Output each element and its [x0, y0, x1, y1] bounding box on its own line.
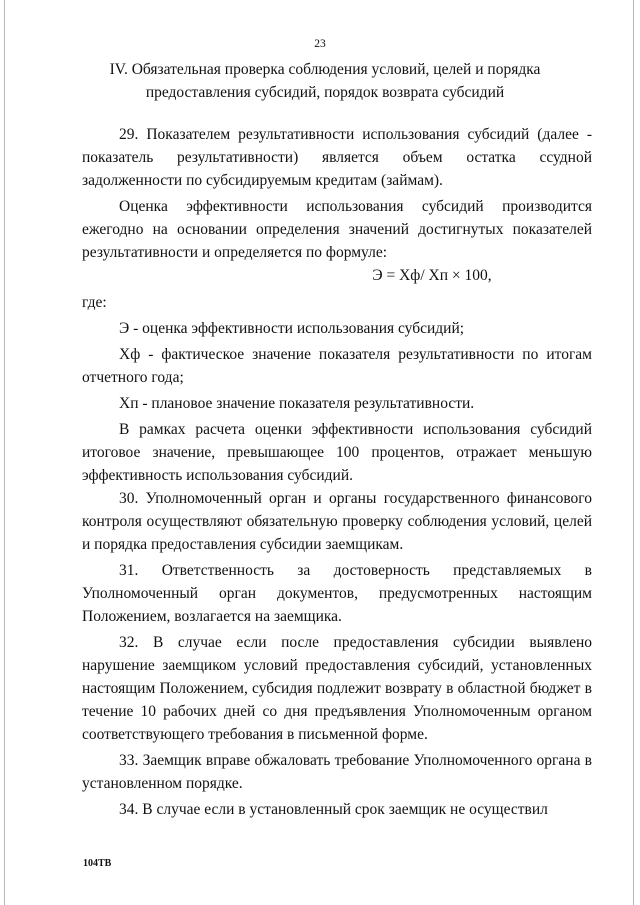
efficiency-formula: Э = Хф/ Хп × 100,	[372, 267, 492, 284]
left-scan-edge	[4, 0, 5, 905]
footer-code: 104ТВ	[83, 858, 112, 869]
right-scan-edge	[633, 0, 634, 905]
paragraph-32: 32. В случае если после предоставления субсидии выявлено нарушение заемщиком условий предоставления субсидий, установленных настоящим Положением, субсидия подлежит возврату в областной бюджет в течение 10 рабочих дней со дня предъявления Уполномоченным органом соответствующего требования в письменной форме.	[82, 634, 592, 743]
definition-xp: Хп - плановое значение показателя результативности.	[119, 395, 475, 412]
paragraph-29: 29. Показателем результативности использования субсидий (далее - показатель результативности) является объем остатка ссудной задолженности по субсидируемым кредитам (займам).	[82, 126, 592, 189]
definition-xf: Хф - фактическое значение показателя результативности по итогам отчетного года;	[82, 346, 592, 386]
paragraph-30: 30. Уполномоченный орган и органы государственного финансового контроля осуществляют обязательную проверку соблюдения условий, целей и порядка предоставления субсидии заемщикам.	[82, 490, 592, 553]
paragraph-efficiency-evaluation: Оценка эффективности использования субсидий производится ежегодно на основании определения значений достигнутых показателей результативности и определяется по формуле:	[82, 198, 592, 261]
formula-where-label: где:	[82, 294, 107, 311]
section-title: IV. Обязательная проверка соблюдения условий, целей и порядка предоставления субсидий, порядок возврата субсидий	[109, 61, 541, 101]
paragraph-33: 33. Заемщик вправе обжаловать требование Уполномоченного органа в установленном порядке.	[82, 752, 592, 792]
paragraph-34: 34. В случае если в установленный срок заемщик не осуществил	[119, 801, 548, 818]
paragraph-31: 31. Ответственность за достоверность представляемых в Уполномоченный орган документов, предусмотренных настоящим Положением, возлагается на заемщика.	[82, 562, 592, 625]
paragraph-calculation: В рамках расчета оценки эффективности использования субсидий итоговое значение, превышающее 100 процентов, отражает меньшую эффективность использования субсидий.	[82, 421, 592, 484]
definition-e: Э - оценка эффективности использования субсидий;	[119, 320, 465, 337]
page-number: 23	[314, 38, 326, 50]
document-body	[82, 123, 592, 821]
